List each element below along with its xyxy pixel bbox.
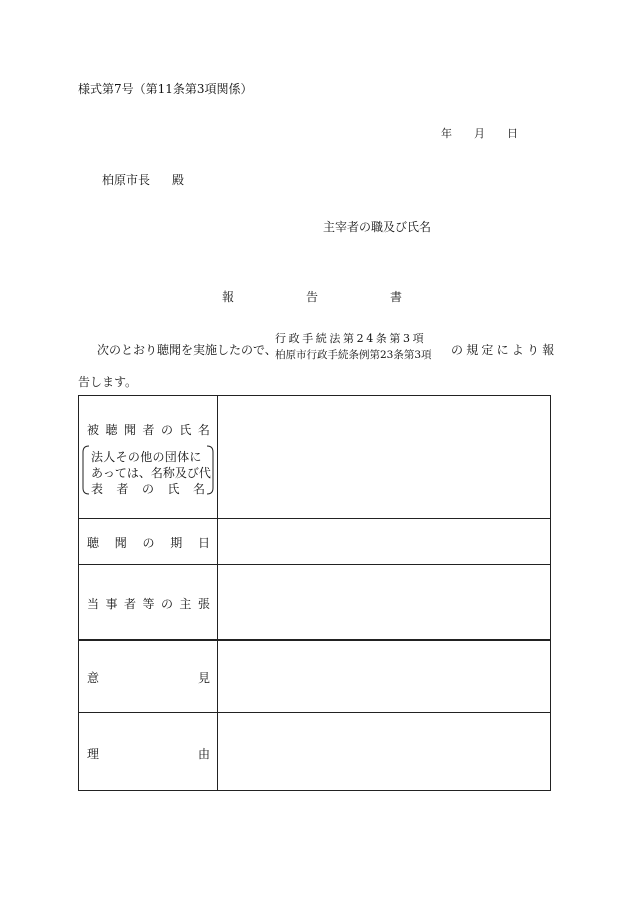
corporate-note — [81, 445, 215, 495]
report-table — [78, 395, 551, 791]
body-tail: の規定により報 — [451, 343, 558, 357]
corporate-note-line-3 — [91, 480, 205, 497]
note-char: の — [141, 482, 154, 496]
label-char: 意 — [87, 671, 100, 685]
law-reference-act: 行政手続法第24条第3項 — [275, 332, 427, 345]
title-char-2: 告 — [306, 290, 319, 304]
label-char: 等 — [142, 597, 155, 611]
label-char: の — [160, 423, 173, 437]
opinion-value[interactable] — [218, 641, 550, 712]
date-month: 月 — [474, 127, 485, 140]
row-hearing-date — [79, 519, 550, 565]
label-char: 理 — [87, 747, 100, 761]
respondent-label — [87, 421, 210, 438]
party-claims-label — [87, 595, 210, 612]
title-char-1: 報 — [222, 290, 235, 304]
note-char: 名 — [192, 482, 205, 496]
body-text — [97, 331, 557, 371]
note-char: 表 — [91, 482, 104, 496]
label-char: 張 — [197, 597, 210, 611]
presider-label: 主宰者の職及び氏名 — [323, 220, 432, 234]
label-char: 事 — [105, 597, 118, 611]
law-reference-stack — [275, 331, 432, 363]
label-char: 由 — [197, 747, 210, 761]
label-char: 見 — [197, 671, 210, 685]
reason-label-cell — [79, 713, 218, 790]
corporate-note-line-1: 法人その他の団体に — [91, 450, 202, 464]
corporate-note-line-2: あっては、名称及び代 — [91, 466, 211, 480]
label-char: の — [142, 536, 155, 550]
label-char: 名 — [197, 423, 210, 437]
date-line — [441, 125, 518, 141]
respondent-value[interactable] — [218, 396, 550, 518]
addressee-honorific: 殿 — [172, 173, 185, 187]
body-continuation: 告します。 — [78, 375, 138, 389]
date-day: 日 — [507, 127, 518, 140]
party-claims-label-cell — [79, 565, 218, 639]
hearing-date-label-cell — [79, 519, 218, 564]
note-char: 者 — [116, 482, 129, 496]
label-char: 聞 — [123, 423, 136, 437]
row-respondent — [79, 396, 550, 519]
party-claims-value[interactable] — [218, 565, 550, 639]
row-reason — [79, 713, 550, 790]
respondent-label-cell — [79, 396, 218, 518]
title-char-3: 書 — [390, 290, 403, 304]
opinion-label — [87, 669, 210, 686]
label-char: 聴 — [105, 423, 118, 437]
reason-label — [87, 745, 210, 762]
law-reference-ordinance: 柏原市行政手続条例第23条第3項 — [275, 349, 432, 361]
date-year: 年 — [441, 127, 452, 140]
addressee-name: 柏原市長 — [102, 173, 151, 187]
label-char: 被 — [87, 423, 100, 437]
label-char: 者 — [123, 597, 136, 611]
addressee — [102, 171, 184, 188]
reason-value[interactable] — [218, 713, 550, 790]
label-char: 主 — [179, 597, 192, 611]
label-char: 聞 — [114, 536, 127, 550]
label-char: 当 — [87, 597, 100, 611]
hearing-date-value[interactable] — [218, 519, 550, 564]
label-char: 者 — [142, 423, 155, 437]
row-opinion — [79, 641, 550, 713]
label-char: 日 — [197, 536, 210, 550]
hearing-date-label — [87, 534, 210, 551]
label-char: 聴 — [87, 536, 100, 550]
note-char: 氏 — [167, 482, 180, 496]
opinion-label-cell — [79, 641, 218, 712]
label-char: の — [160, 597, 173, 611]
row-party-claims — [79, 565, 550, 641]
label-char: 期 — [170, 536, 183, 550]
label-char: 氏 — [179, 423, 192, 437]
form-number: 様式第7号（第11条第3項関係） — [78, 82, 253, 96]
body-lead: 次のとおり聴聞を実施したので、 — [97, 343, 277, 357]
